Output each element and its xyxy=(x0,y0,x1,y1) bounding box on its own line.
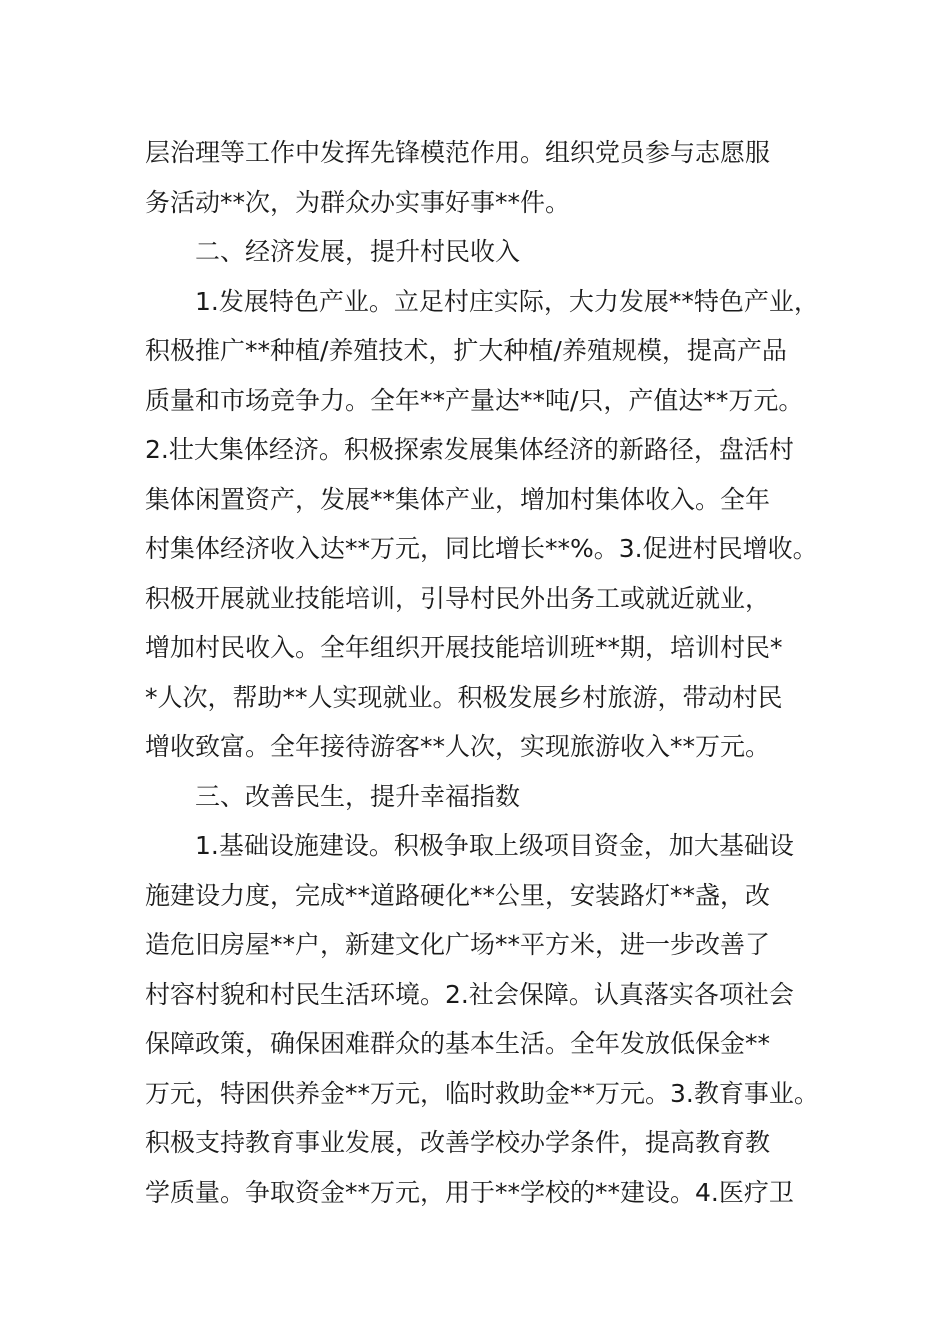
text-line: 村容村貌和村民生活环境。2.社会保障。认真落实各项社会 xyxy=(145,979,794,1009)
text-line: 增收致富。全年接待游客**人次，实现旅游收入**万元。 xyxy=(145,732,771,761)
text-line: *人次，帮助**人实现就业。积极发展乡村旅游，带动村民 xyxy=(145,682,783,712)
text-line: 施建设力度，完成**道路硬化**公里，安装路灯**盏，改 xyxy=(145,880,771,910)
text-line: 增加村民收入。全年组织开展技能培训班**期，培训村民* xyxy=(145,633,783,662)
text-line: 学质量。争取资金**万元，用于**学校的**建设。4.医疗卫 xyxy=(145,1177,794,1207)
text-line: 1.发展特色产业。立足村庄实际，大力发展**特色产业， xyxy=(195,286,819,316)
text-line: 积极支持教育事业发展，改善学校办学条件，提高教育教 xyxy=(145,1128,771,1157)
text-line: 2.壮大集体经济。积极探索发展集体经济的新路径，盘活村 xyxy=(145,435,794,464)
text-line: 层治理等工作中发挥先锋模范作用。组织党员参与志愿服 xyxy=(145,138,771,167)
section-heading: 二、经济发展，提升村民收入 xyxy=(195,237,521,266)
section-heading: 三、改善民生，提升幸福指数 xyxy=(195,781,521,811)
text-line: 积极开展就业技能培训，引导村民外出务工或就近就业， xyxy=(145,583,771,613)
text-line: 保障政策，确保困难群众的基本生活。全年发放低保金** xyxy=(145,1029,771,1058)
text-line: 集体闲置资产，发展**集体产业，增加村集体收入。全年 xyxy=(145,484,771,514)
text-line: 积极推广**种植/养殖技术，扩大种植/养殖规模，提高产品 xyxy=(145,336,787,365)
text-line: 万元，特困供养金**万元，临时救助金**万元。3.教育事业。 xyxy=(145,1078,819,1108)
text-line: 1.基础设施建设。积极争取上级项目资金，加大基础设 xyxy=(195,831,794,860)
document-body xyxy=(145,128,845,1217)
text-line: 务活动**次，为群众办实事好事**件。 xyxy=(145,187,571,217)
text-line: 村集体经济收入达**万元，同比增长**%。3.促进村民增收。 xyxy=(145,534,818,563)
text-line: 质量和市场竞争力。全年**产量达**吨/只，产值达**万元。 xyxy=(145,385,804,415)
text-line: 造危旧房屋**户，新建文化广场**平方米，进一步改善了 xyxy=(145,930,771,959)
